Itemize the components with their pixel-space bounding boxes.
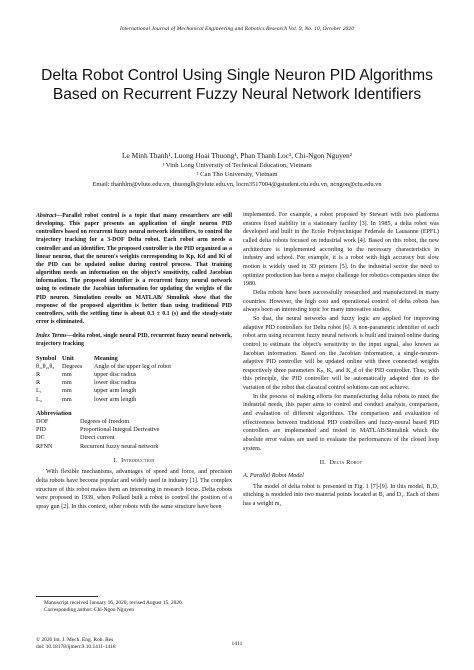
author-emails: Email: thanhlm@vlute.edu.vn, thuonglh@vlute.edu.vn, locm3517004@gstudent.ctu.edu.vn, ncngon@ctu.edu.vn xyxy=(92,180,382,188)
abbreviation-key: RFNN xyxy=(36,442,53,450)
nomenclature-col-symbol: Symbol xyxy=(36,354,57,362)
nomenclature-unit: mm xyxy=(62,387,72,395)
page-number: 1411 xyxy=(231,641,243,647)
table-row xyxy=(36,426,232,434)
table-row xyxy=(36,396,232,404)
footnote-corresponding: Corresponding author: Chi-Ngon Nguyen xyxy=(44,607,134,614)
index-terms xyxy=(36,332,232,348)
table-row xyxy=(36,379,232,387)
footer-doi: doi: 10.18178/ijmerr.9.10.1411-1418 xyxy=(36,644,116,651)
body-paragraph: In the process of making efforts for manufacturing delta robots to meet the industrial needs, this paper aims to control and conduct analysis, comparison, and evaluation of different algorithms. The comparison and evaluation of effectiveness between traditional PID controllers and fuzzy-neural based PID controllers are implemented and tested in MATLAB/Simulink which the absolute error values are used to evaluate the performances of the closed loop system. xyxy=(243,393,439,452)
intro-paragraph: With flexible mechanisms, advantages of speed and force, and precision delta robots have become popular and widely used in industry [1]. The complex structure of this robot makes them an interesting in research focus. Delta robots were proposed in 1939, when Pollard built a robot to control the position of a spray gun [2]. In this context, other robots with the same structure have been xyxy=(36,469,232,510)
nomenclature-unit: mm xyxy=(62,379,72,387)
body-paragraph: Delta robots have been successfully researched and manufactured in many countries. However, the high cost and operational control of delta robots has always been an interesting topic for many innovative studies. xyxy=(243,289,439,314)
footnote xyxy=(36,600,232,615)
abbreviation-key: PID xyxy=(36,426,46,434)
nomenclature-symbol: L₂ xyxy=(36,395,42,403)
abbreviation-meaning: Direct current xyxy=(80,434,115,442)
table-row xyxy=(36,371,232,379)
section-number: II. xyxy=(319,459,326,467)
nomenclature-unit: mm xyxy=(62,371,72,379)
nomenclature-symbol: R xyxy=(36,379,41,387)
section-name: Delta Robot xyxy=(329,459,363,467)
nomenclature-header xyxy=(36,355,232,364)
subsection-heading: A. Parallel Robot Model xyxy=(243,472,304,480)
abbreviation-meaning: Recurrent fuzzy neural network xyxy=(80,442,159,450)
affiliation-2: ² Can Tho University, Vietnam xyxy=(196,171,278,179)
nomenclature-symbol: L₁ xyxy=(36,387,42,395)
nomenclature-symbol: R xyxy=(36,371,41,379)
nomenclature-meaning: upper arm length xyxy=(94,387,137,395)
table-row xyxy=(36,363,232,371)
footnote-received: Manuscript received January 16, 2020; revised August 15, 2020. xyxy=(44,600,184,606)
journal-header: International Journal of Mechanical Engineering and Robotics Research Vol. 9, No. 10, October 2020 xyxy=(119,26,355,32)
table-row xyxy=(36,387,232,395)
abbreviation-header: Abbreviation xyxy=(36,409,72,417)
nomenclature-table xyxy=(36,355,232,404)
nomenclature-symbol: θ₁,θ₂,θ₃ xyxy=(36,363,55,371)
footer-copyright: © 2020 Int. J. Mech. Eng. Rob. Res xyxy=(36,637,114,643)
table-row xyxy=(36,418,232,426)
nomenclature-unit: mm xyxy=(62,395,72,403)
section-heading-delta-robot xyxy=(243,459,439,468)
table-row xyxy=(36,443,232,451)
paper-title: Delta Robot Control Using Single Neuron PID Algorithms Based on Recurrent Fuzzy Neural Network Identifiers xyxy=(41,67,433,104)
nomenclature-meaning: lower arm length xyxy=(94,395,137,403)
author-names: Le Minh Thanh¹, Luong Hoai Thuong¹, Phan Thanh Loc², Chi-Ngon Nguyen² xyxy=(122,151,352,160)
abbreviation-meaning: Proportional Integral Derivative xyxy=(80,426,160,434)
left-column xyxy=(36,212,232,512)
right-column xyxy=(243,211,439,509)
abstract xyxy=(36,212,232,326)
author-block xyxy=(0,151,474,189)
abstract-text: —Parallel robot control is a topic that many researchers are still developing. This paper presents an application of single neuron PID controllers based on recurrent fuzzy neural network identifiers, to control the trajectory tracking for a 3-DOF Delta robot. Each robot arm needs a controller and an identifier. The proposed controller is the PID organized as a linear neuron, that the neuron's weights corresponding to Kp, Kd and Ki of the PID can be updated online during control process. That training algorithm needs an information on the object's sensitivity, called Jacobian information. The proposed identifier is a recurrent fuzzy neural network using to estimate the Jacobian information for updating the weights of the PID neuron. Simulation results on MATLAB/ Simulink show that the response of the proposed algorithm is better than using traditional PID controllers, with the settling time is about 0.3 ± 0.1 (s) and the steady-state error is eliminated. xyxy=(36,213,232,326)
index-terms-text: —delta robot, single neural PID, recurrent fuzzy neural network, trajectory tracking xyxy=(36,333,232,348)
abbreviation-meaning: Degrees of freedom xyxy=(80,418,130,426)
section-number: I. xyxy=(113,456,118,464)
nomenclature-col-meaning: Meaning xyxy=(94,354,118,362)
affiliation-1: ¹ Vinh Long University of Technical Education, Vietnam xyxy=(162,162,312,169)
nomenclature-meaning: Angle of the upper leg of robot xyxy=(94,363,171,371)
section-heading-introduction xyxy=(36,457,232,466)
nomenclature-col-unit: Unit xyxy=(62,354,74,362)
abstract-lead: Abstract xyxy=(36,213,57,219)
nomenclature-unit: Degrees xyxy=(62,363,83,371)
table-row xyxy=(36,434,232,442)
index-terms-lead: Index Terms xyxy=(36,333,67,340)
section-name: Introduction xyxy=(121,456,155,464)
nomenclature-meaning: lower disc radius xyxy=(94,379,137,387)
abbreviation-key: DOF xyxy=(36,418,49,426)
body-paragraph: So that, the neural networks and fuzzy logic are applied for improving adaptive PID controllers for Delta robot [6]. A non-parametric identifier of each robot arm using recurrent fuzzy neural network is built and trained online during control to estimate the object's sensitivity to the input signal, also known as Jacobian information. Based on the Jacobian information, a single-neuron-adaptive PID controller will be updated online with three connected weights respectively three parameters Kₚ, Kᵢ, and K_d of the PID controller. Thus, with this principle, the PID controller will be automatically adapted due to the variation of the robot that classical control solutions can not achieve. xyxy=(243,315,439,392)
abbreviation-table xyxy=(36,410,232,451)
body-paragraph: The model of delta robot is presented in Fig. 1 [7]-[9]. In this model, B₁D₁ stitching is modeled into two material points located at B₁ and D₁. Each of them has a weight m₁ xyxy=(243,483,439,507)
abbreviation-key: DC xyxy=(36,434,45,442)
body-paragraph: implemented. For example, a robot proposed by Stewart with two platforms ensures fixed stability in a stationary facility [3]. In 1985, a delta robot was developed and built in the Ecole Polytechnique Federale de Lausanne (EPFL) called delta robots focused on industrial work [4]. Based on this robot, the new architecture is implemented according to the necessary characteristics in industry and school. For example, it is a robot with high accuracy but slow motion is widely used in 3D printers [5]. In the industrial sector the need to optimize production has been a major challenge for robotics companies since the 1980. xyxy=(243,212,439,288)
nomenclature-meaning: upper disc radius xyxy=(94,371,137,379)
footnote-divider xyxy=(36,596,98,597)
